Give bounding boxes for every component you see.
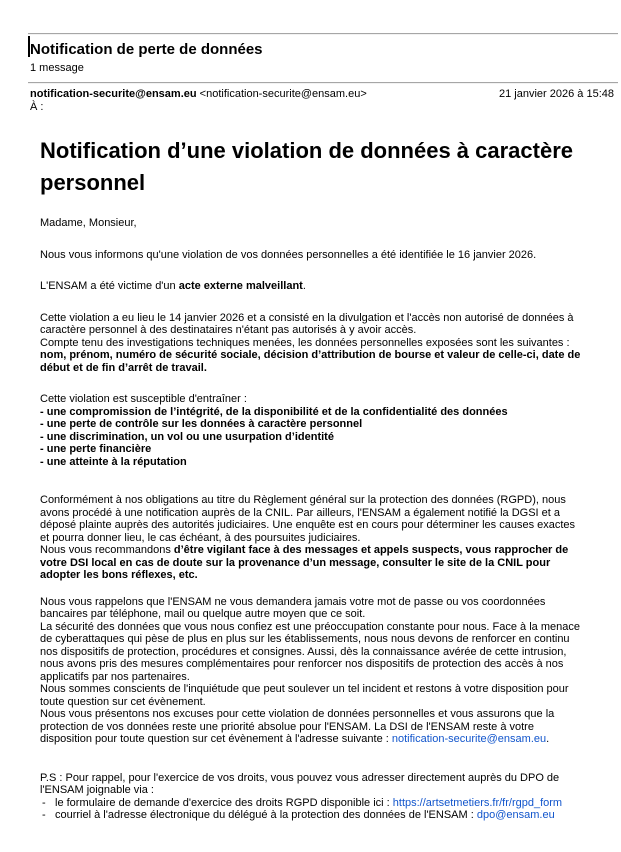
dpo-email-text: courriel à l'adresse électronique du délégué à la protection des données de l'ENSAM : [55,809,477,821]
cause-suffix: . [302,280,306,292]
exposed-data-lead: Compte tenu des investigations techniques menées, les données personnelles exposées sont les suivantes : [40,336,570,349]
message-header-row [0,84,621,101]
paragraph-cause [40,280,585,293]
ps-intro: P.S : Pour rappel, pour l'exercice de vos droits, vous pouvez vous adresser directement auprès du DPO de l'ENSAM joignable via : [40,771,560,796]
actions-recommendations [40,544,585,582]
sender-address: <notification-securite@ensam.eu> [199,88,367,100]
salutation: Madame, Monsieur, [40,217,137,229]
thread-subject: Notification de perte de données [30,41,263,58]
exposed-data-list: nom, prénom, numéro de sécurité sociale, décision d’attribution de bourse et valeur de celle-ci, date de début et de fin d’arrêt de travail. [40,349,581,374]
paragraph-ps [40,772,585,822]
risk-item: - une atteinte à la réputation [40,455,187,468]
incident-exposed-data [40,337,585,375]
top-divider [28,33,618,35]
dpo-email-link[interactable]: dpo@ensam.eu [476,809,555,821]
reminder-concern: Nous sommes conscients de l'inquiétude que peut soulever un tel incident et restons à votre disposition pour toute question sur cet évènement. [40,683,569,708]
actions-legal: Conformément à nos obligations au titre du Règlement général sur la protection des données (RGPD), nous avons procédé à une notification auprès de la CNIL. Par ailleurs, l'ENSAM a également notifié la DGSI et a déposé plainte auprès des autorités judiciaires. Une enquête est en cours pour déterminer les causes exactes et pourra donner lieu, le cas échéant, à des poursuites judiciaires. [40,494,576,544]
paragraph-intro: Nous vous informons qu'une violation de vos données personnelles a été identifiée le 16 janvier 2026. [40,248,537,261]
message-count: 1 message [30,62,84,74]
sender-line [30,88,367,101]
risk-item: - une perte financière [40,443,152,455]
risk-item: - une perte de contrôle sur les données à caractère personnel [40,418,363,430]
list-marker: - [42,809,46,821]
cause-text: L'ENSAM a été victime d'un [40,280,179,292]
email-body [0,135,621,822]
email-title: Notification d’une violation de données à caractère personnel [40,138,574,195]
recommendations-lead: Nous vous recommandons [40,544,174,556]
paragraph-incident [40,312,585,375]
recipient-label: À : [30,101,44,113]
ps-list-item [40,809,585,822]
sender-name: notification-securite@ensam.eu [30,88,197,100]
ps-list-item [40,797,585,810]
list-marker: - [42,796,46,809]
text-cursor [28,36,30,57]
ps-item-text [55,809,555,822]
message-date: 21 janvier 2026 à 15:48 [499,88,614,100]
paragraph-actions [40,494,585,582]
recommendations-bold: d’être vigilant face à des messages et appels suspects, vous rapprocher de votre DSI local en cas de doute sur la provenance d’un message, consulter le site de la CNIL pour adopter les bons réflexes, etc. [40,544,569,581]
reminder-password: Nous vous rappelons que l'ENSAM ne vous demandera jamais votre mot de passe ou vos coordonnées bancaires par téléphone, mail ou quelque autre moyen que ce soit. [40,595,546,620]
risk-item: - une compromission de l’intégrité, de la disponibilité et de la confidentialité des données [40,405,508,418]
paragraph-risks [40,393,585,468]
thread-header [0,41,621,75]
reminder-security: La sécurité des données que vous nous confiez est une préoccupation constante pour nous. Face à la menace de cyberattaques qui pèse de plus en plus sur les établissements, nous nous devons de renforcer en continu nos dispositifs de protection, procédures et consignes. Aussi, dès la connaissance avérée de cette intrusion, nous avons pris des mesures complémentaires pour renforcer nos dispositifs de protection des accès à nos applicatifs par nos partenaires. [40,620,580,683]
paragraph-reminder [40,596,585,746]
apology-suffix: . [546,733,550,745]
ps-item-text [55,797,562,810]
risk-item: - une discrimination, un vol ou une usurpation d’identité [40,430,334,443]
incident-description: Cette violation a eu lieu le 14 janvier 2026 et a consisté en la divulgation et l'accès non autorisé de données à caractère personnel à des destinataires n'étant pas autorisés à y avoir accès. [40,311,574,336]
cause-bold-text: acte externe malveillant [178,280,303,292]
rgpd-form-text: le formulaire de demande d'exercice des droits RGPD disponible ici : [55,796,393,809]
apology-paragraph [40,708,585,746]
contact-email-link[interactable]: notification-securite@ensam.eu [391,733,547,745]
risks-intro: Cette violation est susceptible d'entraîner : [40,393,247,405]
apology-text: Nous vous présentons nos excuses pour cette violation de données personnelles et vous assurons que la protection de vos données reste une priorité absolue pour l'ENSAM. La DSI de l'ENSAM reste à votre disposition pour toute question sur cet évènement à l'adresse suivante : [40,708,555,745]
rgpd-form-link[interactable]: https://artsetmetiers.fr/fr/rgpd_form [392,796,563,809]
